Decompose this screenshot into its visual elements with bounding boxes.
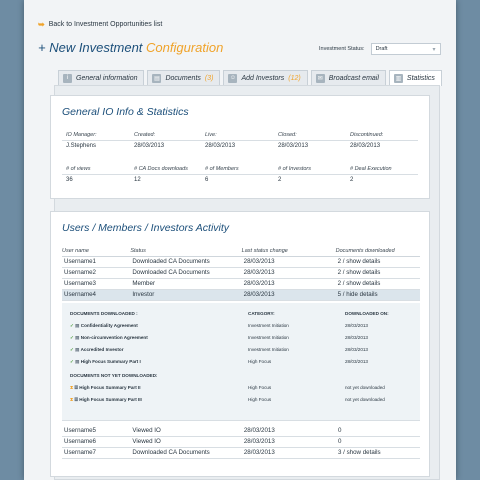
check-icon: ✓ [70,335,74,340]
list-item[interactable] [70,347,123,353]
downloaded-on-header: DOWNLOADED ON: [345,311,389,316]
user-status: Downloaded CA Documents [130,267,241,278]
col-user-name: User name [62,246,130,256]
hourglass-icon: ⧗ [70,397,74,402]
doc-name: Accredited Investor [80,347,124,352]
table-row[interactable] [62,256,420,267]
user-name: Username5 [62,425,130,436]
downloaded-header: DOCUMENTS DOWNLOADED : [70,311,138,316]
general-info-title: General IO Info & Statistics [62,106,189,118]
doc-date: 28/03/2013 [345,323,368,328]
tab-label: General information [76,74,138,82]
general-info-panel [50,95,430,199]
tab-label: Add Investors [241,74,285,82]
status-date: 28/03/2013 [242,289,336,300]
col-last-status-change: Last status change [242,246,336,256]
check-icon: ✓ [70,359,74,364]
activity-title: Users / Members / Investors Activity [62,222,230,234]
io-manager-value: J.Stephens [66,143,97,149]
live-header: Live: [205,132,217,138]
divider [62,140,418,141]
show-details-link[interactable]: 2 / show details [336,267,420,278]
document-details [62,303,420,421]
status-date: 28/03/2013 [242,256,336,267]
document-icon: ▤ [74,397,79,402]
doc-date: not yet downloaded [345,385,385,390]
status-select[interactable] [371,43,441,55]
ca-docs-value: 12 [134,177,141,183]
info-icon: i [63,74,72,83]
doc-name: High Focus Summary Part II [79,385,141,390]
show-details-link[interactable]: 2 / show details [336,256,420,267]
doc-category: Investment Initiation [248,335,289,340]
title-prefix: + New Investment [38,40,147,55]
user-icon: ☺ [229,75,237,81]
doc-name: Non-circumvention Agreement [80,335,148,340]
hide-details-link[interactable]: 5 / hide details [336,289,420,300]
tab-add-investors[interactable] [223,70,307,85]
documents-count: 0 [336,436,420,447]
investors-value: 2 [278,177,282,183]
tab-count: (3) [204,74,214,82]
closed-header: Closed: [278,132,297,138]
list-item[interactable] [70,385,141,390]
status-value: Draft [375,46,388,52]
back-link[interactable] [38,20,162,29]
document-icon: ▤ [75,359,80,364]
tab-label: Documents [165,74,201,82]
doc-category: High Focus [248,397,272,402]
investment-status [319,43,441,55]
table-row[interactable] [62,436,420,447]
document-icon: ▤ [75,335,80,340]
activity-panel [50,211,430,477]
ca-docs-header: # CA Docs downloads [134,166,188,172]
doc-date: 28/03/2013 [345,335,368,340]
created-header: Created: [134,132,156,138]
user-status: Viewed IO [130,425,241,436]
table-row[interactable] [62,267,420,278]
document-icon: ▤ [74,385,79,390]
user-name: Username2 [62,267,130,278]
mail-icon: ✉ [317,75,323,82]
tab-bar [58,70,442,86]
doc-category: Investment Initiation [248,323,289,328]
deal-execution-value: 2 [350,177,354,183]
members-header: # of Members [205,166,239,172]
general-info-grid [62,132,418,192]
user-status: Member [130,278,241,289]
discontinued-value: 28/03/2013 [350,143,381,149]
user-name: Username1 [62,256,130,267]
user-name: Username3 [62,278,130,289]
doc-category: Investment Initiation [248,347,289,352]
views-header: # of views [66,166,91,172]
show-details-link[interactable]: 3 / show details [336,447,420,458]
tab-label: Broadcast email [328,74,379,82]
col-documents-downloaded: Documents downloaded [336,246,420,256]
user-name: Username6 [62,436,130,447]
io-manager-header: IO Manager: [66,132,97,138]
user-status: Downloaded CA Documents [130,447,241,458]
document-icon: ▤ [75,323,80,328]
not-downloaded-header: DOCUMENTS NOT YET DOWNLOADED: [70,373,158,378]
user-status: Viewed IO [130,436,241,447]
tab-label: Statistics [406,75,435,82]
deal-execution-header: # Deal Execution [350,166,392,172]
page-title [38,40,223,55]
user-name: Username7 [62,447,130,458]
user-status: Investor [130,289,241,300]
status-date: 28/03/2013 [242,267,336,278]
document-icon: ▤ [154,75,160,82]
doc-name: High Focus Summary Part I [80,359,141,364]
tab-broadcast-email[interactable] [311,70,386,85]
views-value: 36 [66,177,73,183]
doc-date: not yet downloaded [345,397,385,402]
doc-category: High Focus [248,359,272,364]
status-date: 28/03/2013 [242,278,336,289]
created-value: 28/03/2013 [134,143,165,149]
title-accent: Configuration [146,40,224,55]
status-label: Investment Status: [319,46,365,52]
hourglass-icon: ⧗ [70,385,74,390]
status-date: 28/03/2013 [242,425,336,436]
discontinued-header: Discontinued: [350,132,384,138]
live-value: 28/03/2013 [205,143,236,149]
chevron-down-icon: ▾ [432,47,436,53]
table-row[interactable] [62,447,420,458]
category-header: CATEGORY: [248,311,275,316]
status-date: 28/03/2013 [242,447,336,458]
tab-count: (12) [288,74,301,82]
list-item[interactable] [70,335,148,341]
table-row[interactable] [62,278,420,289]
divider [62,174,418,175]
user-status: Downloaded CA Documents [130,256,241,267]
tab-statistics[interactable] [389,70,442,86]
list-item[interactable] [70,359,141,365]
status-date: 28/03/2013 [242,436,336,447]
table-row-selected[interactable] [62,289,420,300]
tab-documents[interactable] [147,70,220,85]
chart-icon: ▥ [395,76,402,82]
list-item[interactable] [70,397,142,402]
doc-date: 28/03/2013 [345,359,368,364]
col-status: Status [130,246,241,256]
user-name: Username4 [62,289,130,300]
check-icon: ✓ [70,347,74,352]
members-value: 6 [205,177,209,183]
documents-count: 0 [336,425,420,436]
doc-date: 28/03/2013 [345,347,368,352]
table-header [62,246,420,256]
investors-header: # of Investors [278,166,312,172]
activity-table-bottom [62,425,420,459]
doc-category: High Focus [248,385,272,390]
check-icon: ✓ [70,323,74,328]
back-link-label: Back to Investment Opportunities list [48,21,163,28]
tab-general-information[interactable] [58,70,144,85]
table-row[interactable] [62,425,420,436]
activity-table-top [62,246,420,301]
list-item[interactable] [70,323,138,329]
show-details-link[interactable]: 2 / show details [336,278,420,289]
document-icon: ▤ [75,347,80,352]
closed-value: 28/03/2013 [278,143,309,149]
back-arrow-icon: ➥ [38,20,45,29]
doc-name: Confidentiality Agreement [80,323,138,328]
doc-name: High Focus Summary Part III [79,397,142,402]
